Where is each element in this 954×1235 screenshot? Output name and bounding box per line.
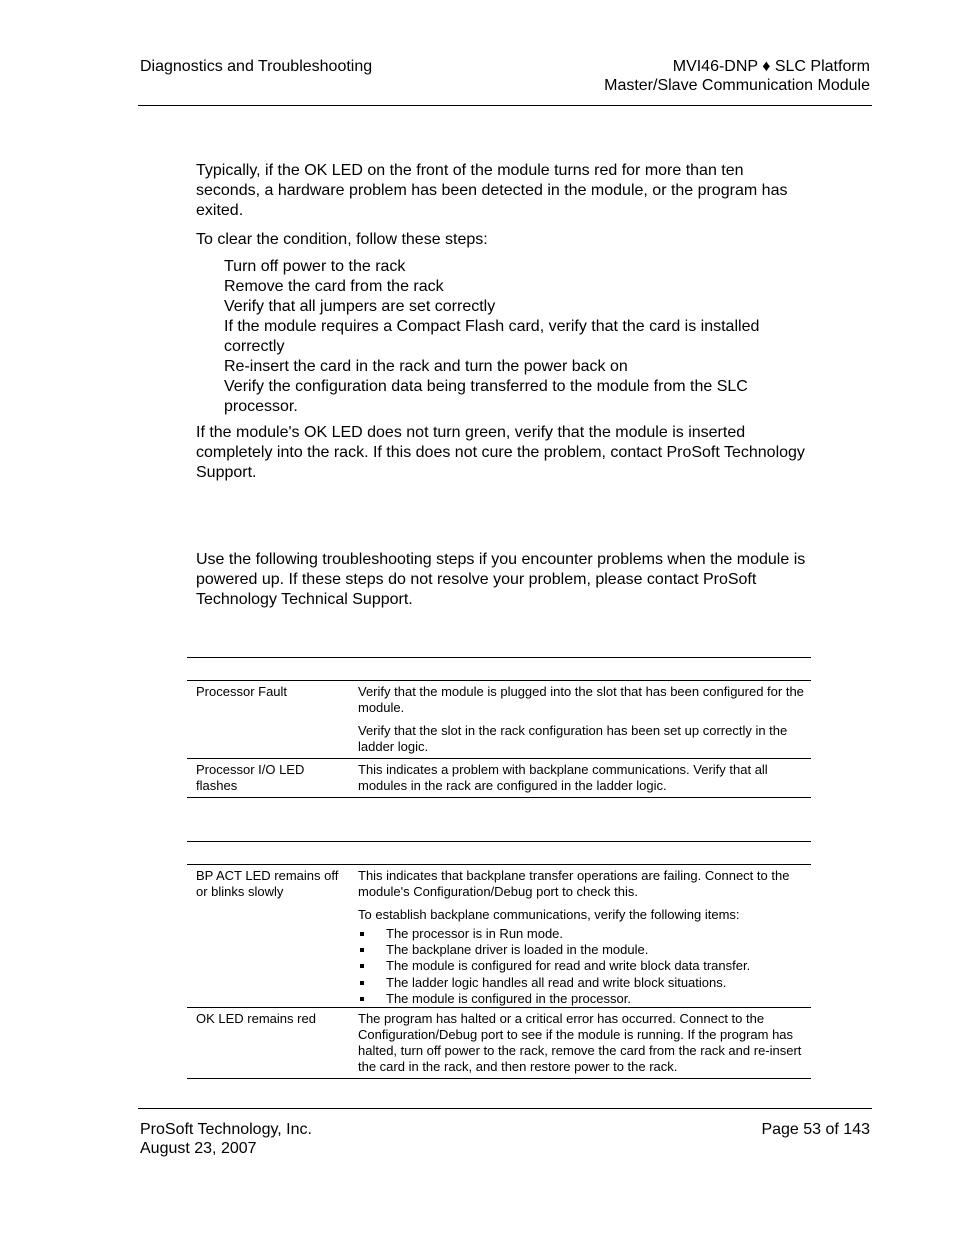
running-header-section: Diagnostics and Troubleshooting [140, 58, 373, 75]
intro-paragraph: Typically, if the OK LED on the front of the module turns red for more than ten seconds, a hardware problem has been detected in the module, or the program has exited. [196, 162, 788, 219]
table1-problem-cell: Processor I/O LED flashes [196, 762, 305, 793]
footer-rule [138, 1108, 872, 1109]
bullet-square-icon [360, 981, 364, 985]
table1-top-rule [187, 657, 811, 658]
table2-solution-cell: This indicates that backplane transfer operations are failing. Connect to the module's Configuration/Debug port to check this. [358, 868, 790, 899]
table1-solution-cell: This indicates a problem with backplane communications. Verify that all modules in the rack are configured in the ladder logic. [358, 762, 768, 793]
step-item: Remove the card from the rack [224, 278, 444, 295]
bullet-square-icon [360, 932, 364, 936]
step-item: Turn off power to the rack [224, 258, 406, 275]
step-item: Verify that all jumpers are set correctly [224, 298, 496, 315]
table1-row-rule [187, 758, 811, 759]
troubleshooting-paragraph: Use the following troubleshooting steps if you encounter problems when the module is powered up. If these steps do not resolve your problem, please contact ProSoft Technology Technical Support. [196, 551, 806, 608]
table1-problem-cell: Processor Fault [196, 684, 288, 699]
bullet-square-icon [360, 948, 364, 952]
footer-company: ProSoft Technology, Inc. [140, 1121, 312, 1138]
table2-header-rule [187, 864, 811, 865]
header-rule [138, 105, 872, 106]
step-item: Re-insert the card in the rack and turn the power back on [224, 358, 628, 375]
table1-header-rule [187, 680, 811, 681]
steps-lead-in: To clear the condition, follow these steps: [196, 231, 488, 248]
table2-solution-cell: The program has halted or a critical error has occurred. Connect to the Configuration/Debug port to see if the module is running. If the program has halted, turn off power to the rack, remove the card from the rack and re-insert the card in the rack, and then restore power to the rack. [358, 1011, 802, 1074]
footer-date: August 23, 2007 [140, 1140, 257, 1157]
table1-solution-cell: Verify that the module is plugged into the slot that has been configured for the module. [358, 684, 804, 715]
table2-top-rule [187, 841, 811, 842]
bullet-square-icon [360, 964, 364, 968]
steps-list [224, 257, 814, 417]
table2-row-rule [187, 1007, 811, 1008]
table2-solution-cell: To establish backplane communications, verify the following items: [358, 907, 740, 922]
ok-led-paragraph: If the module's OK LED does not turn green, verify that the module is inserted completely into the rack. If this does not cure the problem, contact ProSoft Technology Support. [196, 424, 805, 481]
bullet-square-icon [360, 997, 364, 1001]
table2-problem-cell: BP ACT LED remains off or blinks slowly [196, 868, 339, 899]
table1-bottom-rule [187, 797, 811, 798]
running-header-product: MVI46-DNP ♦ SLC Platform [672, 58, 870, 75]
step-item: If the module requires a Compact Flash card, verify that the card is installed correctly [224, 318, 760, 355]
step-item: Verify the configuration data being transferred to the module from the SLC processor. [224, 378, 748, 415]
running-header-subtitle: Master/Slave Communication Module [604, 77, 870, 94]
table2-bottom-rule [187, 1078, 811, 1079]
table1-solution-cell: Verify that the slot in the rack configuration has been set up correctly in the ladder logic. [358, 723, 788, 754]
page-number: Page 53 of 143 [761, 1121, 870, 1138]
table2-problem-cell: OK LED remains red [196, 1011, 316, 1026]
